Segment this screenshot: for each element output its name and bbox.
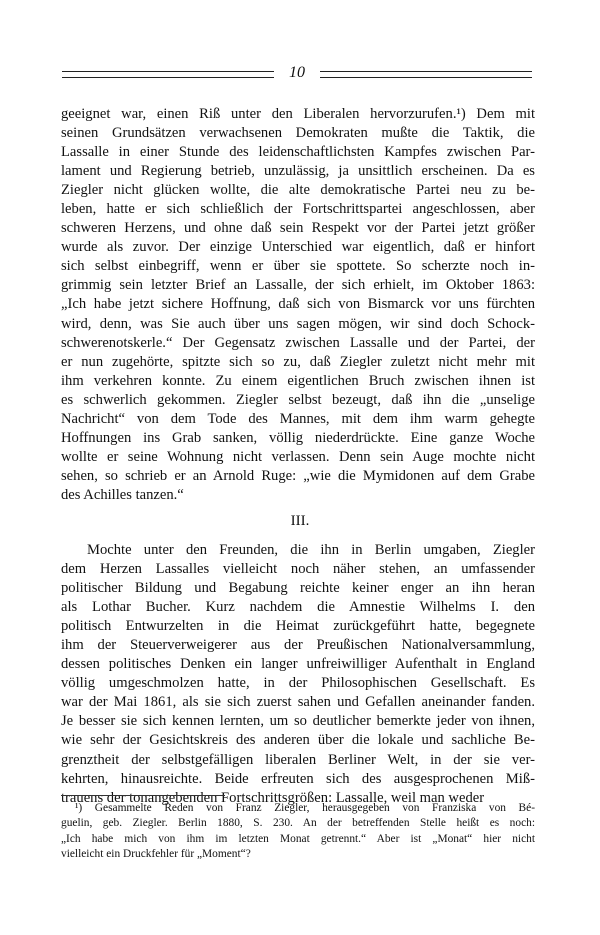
text-line: als Lothar Bucher. Kurz nachdem die Amnestie Wilhelms I. den: [61, 599, 535, 616]
text-line: kehrten, hinausreichte. Beide erfreuten sich des ausgesprochenen Miß-: [61, 770, 535, 787]
text-line: grimmig sein letzter Brief an Lassalle, der sich erhielt, im Oktober 1863:: [61, 277, 535, 294]
text-line: wie sehr der Gesichtskreis des anderen über die lokale und sachliche Be-: [61, 732, 535, 749]
section-1-text: [61, 105, 535, 505]
text-line: schwerenotskerle.“ Der Gegensatz zwischen Lassalle und der Partei, der: [61, 334, 535, 351]
text-line: lament und Regierung betrieb, unzulässig, ja unsittlich erscheinen. Da es: [61, 163, 535, 180]
text-line: er nun zugehörte, spitzte sich so zu, daß Ziegler zuletzt nicht mehr mit: [61, 353, 535, 370]
text-line: ihm der Steuerverweigerer aus der Preußischen Nationalversammlung,: [61, 637, 535, 654]
text-line: „Ich habe mich von ihm im letzten Monat getrennt.“ Aber ist „Monat“ hier nicht: [61, 832, 535, 845]
text-line: wollte er seine Wohnung nicht verlassen. Denn sein Auge mochte nicht: [61, 448, 535, 465]
text-line: guelin, geb. Ziegler. Berlin 1880, S. 230. An der betreffenden Stelle heißt es noch:: [61, 817, 535, 830]
text-line: sehen, so schrieb er an Arnold Ruge: „wie die Mymidonen auf dem Grabe: [61, 467, 535, 484]
text-line: wurde als zuvor. Der einzige Unterschied war eigentlich, daß er hinfort: [61, 239, 535, 256]
text-line: ¹) Gesammelte Reden von Franz Ziegler, herausgegeben von Franziska von Bé-: [75, 802, 535, 814]
text-line: trauens der tonangebenden Fortschrittsgrößen: Lassalle, weil man weder: [61, 789, 485, 806]
text-line: leben, hatte er sich schließlich der Fortschrittspartei angeschlossen, aber: [61, 201, 535, 218]
text-line: des Achilles tanzen.“: [61, 486, 184, 503]
text-line: dessen politisches Denken ein langer unfreiwilliger Aufenthalt in England: [61, 656, 535, 673]
text-line: vielleicht ein Druckfehler für „Moment“?: [61, 847, 251, 860]
text-line: politisch Entwurzelten in die Heimat zurückgeführt hatte, begegnete: [61, 618, 535, 635]
text-line: dem Herzen Lassalles vielleicht noch näher stehen, an umfassender: [61, 561, 535, 578]
text-line: Hoffnungen ins Grab sanken, völlig niederdrückte. Eine ganze Woche: [61, 429, 535, 446]
text-line: sich selbst einbegriff, wenn er über sie spottete. So scherzte noch in-: [61, 258, 535, 275]
text-line: schweren Herzens, und ohne daß sein Respekt vor der Partei jetzt größer: [61, 220, 535, 237]
text-line: politischer Bildung und Begabung reichte keiner enger an ihn heran: [61, 580, 535, 597]
text-line: es schwerlich gekommen. Ziegler selbst bezeugt, daß ihn die „unselige: [61, 391, 535, 408]
text-line: grenztheit der selbstgefälligen liberalen Berliner Welt, in der sie ver-: [61, 751, 535, 768]
text-line: war der Mai 1861, als sie sich zuerst sahen und Gefallen aneinander fanden.: [61, 694, 535, 711]
text-line: Nachricht“ von dem Tode des Mannes, mit dem ihm warm gehegte: [61, 410, 535, 427]
text-line: völlig umgeschmolzen hatte, in der Philosophischen Gesellschaft. Es: [61, 675, 535, 692]
footnote-divider: [61, 795, 225, 796]
text-line: Ziegler nicht glücken wollte, die alte demokratische Partei neu zu be-: [61, 182, 535, 199]
text-line: Mochte unter den Freunden, die ihn in Berlin umgaben, Ziegler: [87, 542, 535, 558]
footnote: [61, 801, 535, 862]
page-header: [62, 63, 532, 83]
text-line: wird, denn, was Sie auch über uns sagen mögen, wir sind doch Schock-: [61, 315, 535, 332]
text-line: Lassalle in einer Stunde des leidenschaftlichsten Kampfes zwischen Par-: [61, 144, 535, 161]
text-line: Je besser sie sich kennen lernten, um so deutlicher bemerkte jeder von ihnen,: [61, 713, 535, 730]
text-line: ihm verkehren konnte. Zu einem eigentlichen Bruch zwischen ihnen ist: [61, 372, 535, 389]
section-2-text: [61, 541, 535, 808]
page-number: 10: [289, 64, 305, 81]
section-heading: III.: [290, 513, 310, 529]
text-line: seinen Grundsätzen verwachsenen Demokraten mußte die Taktik, die: [61, 125, 535, 142]
text-line: geeignet war, einen Riß unter den Liberalen hervorzurufen.¹) Dem mit: [61, 106, 535, 122]
header-rule-right: [320, 71, 532, 78]
text-line: „Ich habe jetzt sichere Hoffnung, daß sich von Bismarck vor uns fürchten: [61, 296, 535, 313]
